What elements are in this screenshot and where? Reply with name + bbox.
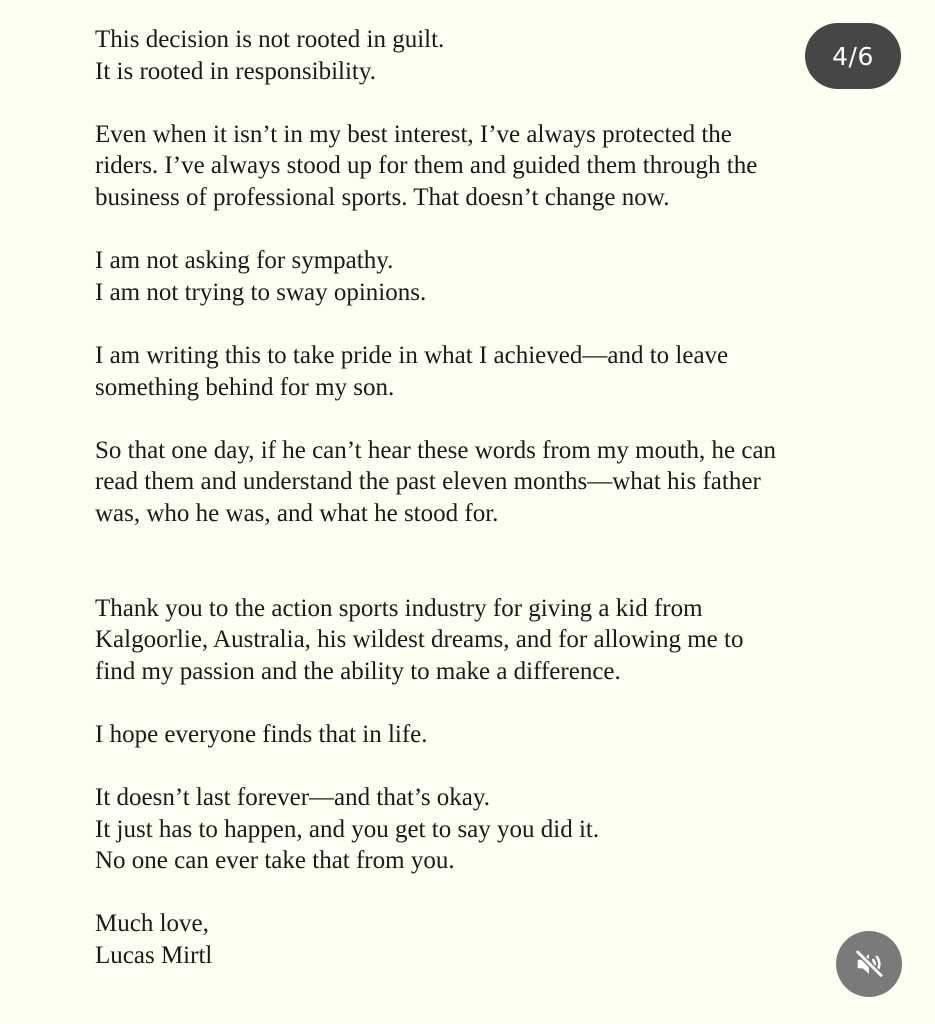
text-line: I am not trying to sway opinions. <box>95 278 427 306</box>
text-line: It just has to happen, and you get to say you did it. <box>95 815 600 843</box>
text-line: Kalgoorlie, Australia, his wildest dreams, and for allowing me to <box>95 626 744 654</box>
text-line: It is rooted in responsibility. <box>95 57 376 85</box>
speaker-muted-icon <box>852 947 886 981</box>
paragraph-riders <box>95 119 855 214</box>
paragraph-hope <box>95 719 855 751</box>
text-line: Even when it isn’t in my best interest, I’ve always protected the <box>95 120 732 148</box>
author-name: Lucas Mirtl <box>95 942 213 970</box>
text-line: find my passion and the ability to make a difference. <box>95 657 621 685</box>
text-line: something behind for my son. <box>95 373 395 401</box>
signature-block <box>95 908 855 971</box>
page-counter-badge: 4/6 <box>805 23 901 89</box>
letter-page <box>95 24 855 1003</box>
text-line: I hope everyone finds that in life. <box>95 720 428 748</box>
text-line: Thank you to the action sports industry for giving a kid from <box>95 594 703 622</box>
sign-off: Much love, <box>95 910 209 938</box>
text-line: No one can ever take that from you. <box>95 847 455 875</box>
text-line: riders. I’ve always stood up for them and guided them through the <box>95 152 758 180</box>
text-line: was, who he was, and what he stood for. <box>95 499 499 527</box>
paragraph-forever <box>95 782 855 877</box>
text-line: I am not asking for sympathy. <box>95 247 394 275</box>
paragraph-son <box>95 435 855 530</box>
paragraph-decision <box>95 24 855 87</box>
paragraph-pride <box>95 340 855 403</box>
text-line: So that one day, if he can’t hear these words from my mouth, he can <box>95 436 777 464</box>
text-line: I am writing this to take pride in what I achieved—and to leave <box>95 341 729 369</box>
text-line: This decision is not rooted in guilt. <box>95 26 445 53</box>
text-line: business of professional sports. That doesn’t change now. <box>95 183 670 211</box>
text-line: It doesn’t last forever—and that’s okay. <box>95 784 491 812</box>
paragraph-sympathy <box>95 245 855 308</box>
text-line: read them and understand the past eleven months—what his father <box>95 468 761 496</box>
mute-button[interactable] <box>836 931 902 997</box>
paragraph-thanks <box>95 593 855 688</box>
